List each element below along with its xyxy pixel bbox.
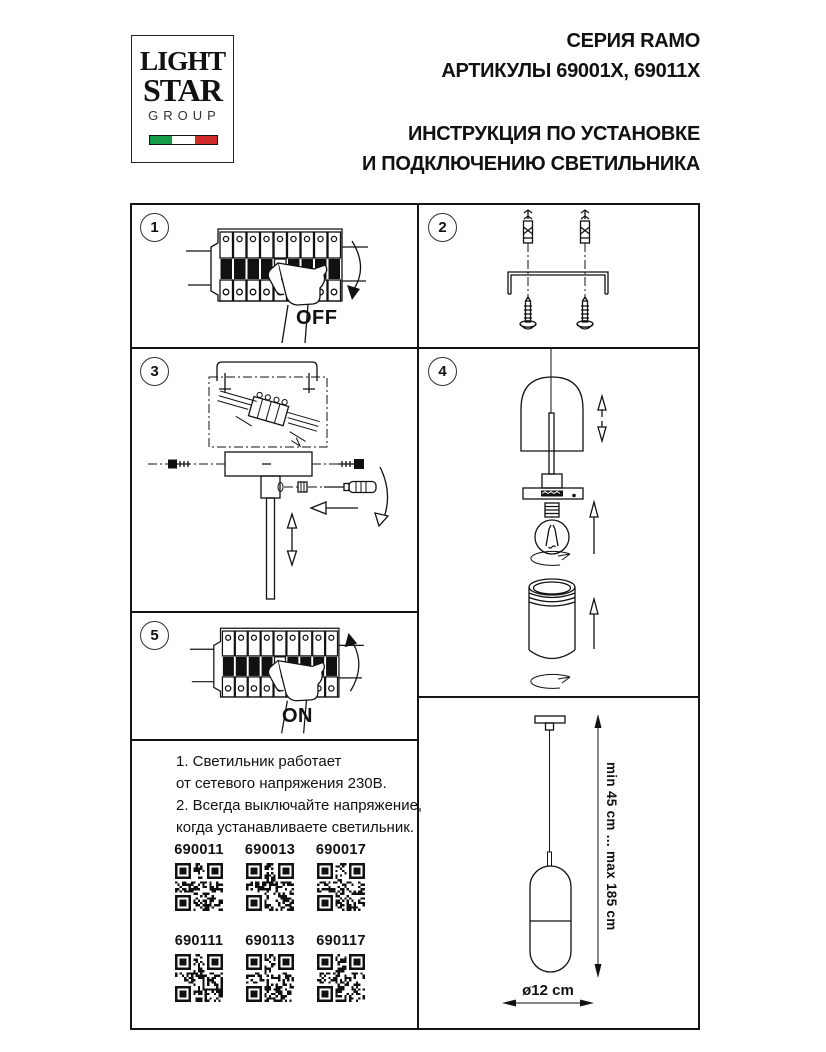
article-number: 690013 bbox=[244, 842, 296, 858]
step5-number: 5 bbox=[150, 627, 159, 644]
rod bbox=[549, 413, 554, 474]
left-arrow-icon bbox=[311, 502, 358, 514]
italian-flag-bar bbox=[149, 135, 218, 145]
stem-housing bbox=[261, 476, 280, 498]
flag-white-segment bbox=[172, 136, 194, 144]
logo-word-light: LIGHT bbox=[139, 46, 226, 76]
on-label: ON bbox=[282, 705, 313, 727]
left-side-screw bbox=[148, 460, 225, 469]
article-number: 690017 bbox=[315, 842, 367, 858]
canopy-wiring-illustration bbox=[130, 347, 418, 611]
screws bbox=[520, 297, 593, 329]
diameter-label: ø12 cm bbox=[522, 982, 574, 999]
rotate-arrow2-icon bbox=[531, 674, 570, 688]
note-line-4: когда устанавливаете светильник. bbox=[176, 819, 414, 836]
flag-green-segment bbox=[150, 136, 172, 144]
step4-number: 4 bbox=[438, 363, 447, 380]
diameter-dimension-arrow bbox=[502, 1000, 594, 1007]
grid-bottom-border bbox=[130, 1028, 700, 1030]
pointing-hand-icon bbox=[268, 263, 327, 343]
suspension-rod bbox=[267, 498, 275, 599]
logo-word-star: STAR bbox=[143, 72, 222, 108]
qr-code bbox=[246, 954, 294, 1002]
dimensions-panel bbox=[418, 696, 700, 1028]
notes-and-qr-panel bbox=[130, 739, 423, 1028]
hanging-bracket bbox=[217, 362, 317, 381]
flag-red-segment bbox=[195, 136, 217, 144]
rotate-arrow-icon bbox=[375, 467, 388, 526]
article-number: 690117 bbox=[316, 933, 366, 949]
up-down-arrow-icon bbox=[598, 396, 606, 441]
article-number: 690111 bbox=[174, 933, 224, 949]
step1-panel bbox=[130, 203, 418, 347]
down-curve-arrow-icon bbox=[347, 241, 361, 300]
cylinder-shade bbox=[529, 579, 575, 659]
exploded-pendant-illustration bbox=[418, 347, 700, 696]
qr-code bbox=[246, 863, 294, 911]
up-arrow-icon bbox=[590, 502, 598, 554]
note-line-3: 2. Всегда выключайте напряжение, bbox=[176, 797, 423, 814]
height-dimension-arrow bbox=[595, 714, 602, 978]
step4-panel bbox=[418, 347, 700, 696]
document-header bbox=[220, 26, 700, 179]
terminal-block bbox=[212, 382, 323, 450]
articles-line: АРТИКУЛЫ 69001X, 69011X bbox=[441, 60, 700, 82]
socket-plate bbox=[523, 488, 583, 499]
step2-panel bbox=[418, 203, 700, 347]
right-side-screw bbox=[312, 459, 364, 469]
up-curve-arrow-icon bbox=[345, 633, 359, 691]
up-arrow2-icon bbox=[590, 599, 598, 649]
article-number: 690113 bbox=[245, 933, 295, 949]
lightstar-logo bbox=[131, 35, 234, 163]
logo-word-group: GROUP bbox=[148, 108, 221, 123]
qr-code bbox=[317, 863, 365, 911]
qr-code bbox=[175, 863, 223, 911]
article-number: 690011 bbox=[174, 842, 224, 858]
instruction-title-line2: И ПОДКЛЮЧЕНИЮ СВЕТИЛЬНИКА bbox=[361, 153, 700, 175]
mounting-bracket bbox=[508, 272, 608, 294]
note-line-2: от сетевого напряжения 230В. bbox=[176, 775, 387, 792]
wall-anchors bbox=[524, 210, 590, 299]
step5-panel bbox=[130, 611, 418, 739]
step2-number: 2 bbox=[438, 219, 447, 236]
step3-panel bbox=[130, 347, 418, 611]
set-screw-and-screwdriver bbox=[284, 482, 376, 493]
light-bulb bbox=[535, 503, 569, 554]
height-range-label: min 45 cm ... max 185 cm bbox=[604, 761, 619, 931]
breaker-panel-on-illustration bbox=[130, 611, 418, 739]
mounting-hardware-illustration bbox=[418, 203, 700, 347]
off-label: OFF bbox=[296, 307, 338, 329]
breaker-panel-off-illustration bbox=[130, 203, 418, 347]
qr-code bbox=[175, 954, 223, 1002]
instruction-title-line1: ИНСТРУКЦИЯ ПО УСТАНОВКЕ bbox=[408, 123, 700, 145]
up-down-arrow-icon bbox=[288, 514, 297, 565]
height-range-label-wrap bbox=[604, 724, 619, 968]
ceiling-plate bbox=[535, 716, 565, 723]
pendant-dimensions-illustration bbox=[418, 696, 700, 1028]
step1-number: 1 bbox=[150, 219, 159, 236]
dome-shade bbox=[521, 377, 583, 451]
step3-number: 3 bbox=[150, 363, 159, 380]
socket-housing bbox=[542, 474, 562, 488]
note-line-1: 1. Светильник работает bbox=[176, 753, 342, 770]
capsule-shade bbox=[530, 866, 571, 972]
series-title: СЕРИЯ RAMO bbox=[566, 30, 700, 52]
qr-code bbox=[317, 954, 365, 1002]
